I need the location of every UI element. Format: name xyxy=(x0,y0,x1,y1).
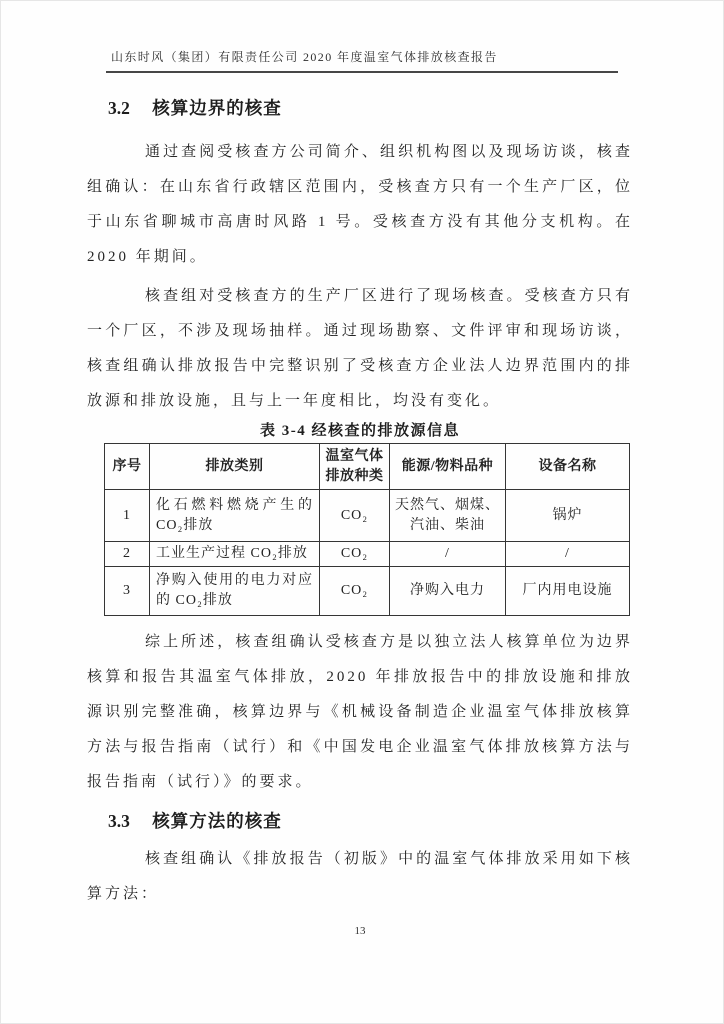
section-number: 3.3 xyxy=(108,811,130,831)
running-header xyxy=(106,48,618,73)
header-cell-index: 序号 xyxy=(105,444,150,490)
header-cell-equipment: 设备名称 xyxy=(506,444,630,490)
cell-index: 1 xyxy=(105,490,150,542)
section-title: 核算边界的核查 xyxy=(152,98,282,118)
cell-index: 3 xyxy=(105,567,150,616)
paragraph-method-intro: 核查组确认《排放报告（初版》中的温室气体排放采用如下核算方法： xyxy=(87,851,633,902)
section-heading-3-2 xyxy=(108,95,633,121)
header-cell-energy-material: 能源/物料品种 xyxy=(390,444,506,490)
cell-gas: CO₂ xyxy=(320,567,390,616)
cell-gas: CO₂ xyxy=(320,490,390,542)
page-content xyxy=(87,85,633,938)
section-number: 3.2 xyxy=(108,98,130,118)
cell-equipment: / xyxy=(506,542,630,567)
emission-source-table xyxy=(104,443,630,616)
cell-gas: CO₂ xyxy=(320,542,390,567)
cell-index: 2 xyxy=(105,542,150,567)
header-cell-category: 排放类别 xyxy=(150,444,320,490)
cell-category: 化石燃料燃烧产生的 CO₂排放 xyxy=(150,490,320,542)
cell-energy: 净购入电力 xyxy=(390,567,506,616)
cell-equipment: 厂内用电设施 xyxy=(506,567,630,616)
table-row xyxy=(105,542,630,567)
cell-category: 工业生产过程 CO₂排放 xyxy=(150,542,320,567)
running-header-text: 山东时风（集团）有限责任公司 2020 年度温室气体排放核查报告 xyxy=(111,50,498,64)
cell-energy: 天然气、烟煤、汽油、柴油 xyxy=(390,490,506,542)
section-title: 核算方法的核查 xyxy=(152,811,282,831)
cell-energy: / xyxy=(390,542,506,567)
cell-category: 净购入使用的电力对应的 CO₂排放 xyxy=(150,567,320,616)
table-caption: 表 3-4 经核查的排放源信息 xyxy=(260,423,460,439)
table-row xyxy=(105,490,630,542)
table-row xyxy=(105,567,630,616)
page-number: 13 xyxy=(354,925,366,937)
header-cell-gas-type: 温室气体排放种类 xyxy=(320,444,390,490)
paragraph-boundary-1: 通过查阅受核查方公司简介、组织机构图以及现场访谈，核查组确认：在山东省行政辖区范围内，受核查方只有一个生产厂区，位于山东省聊城市高唐时风路 1 号。受核查方没有其他分支机构。在 2020 年期间。 xyxy=(87,144,633,265)
paragraph-boundary-summary: 综上所述，核查组确认受核查方是以独立法人核算单位为边界核算和报告其温室气体排放，2020 年排放报告中的排放设施和排放源识别完整准确，核算边界与《机械设备制造企业温室气体排放核算方法与报告指南（试行）和《中国发电企业温室气体排放核算方法与报告指南（试行）》的要求。 xyxy=(87,634,633,790)
cell-equipment: 锅炉 xyxy=(506,490,630,542)
paragraph-boundary-2: 核查组对受核查方的生产厂区进行了现场核查。受核查方只有一个厂区，不涉及现场抽样。通过现场勘察、文件评审和现场访谈，核查组确认排放报告中完整识别了受核查方企业法人边界范围内的排放源和排放设施，且与上一年度相比，均没有变化。 xyxy=(87,288,633,409)
table-header-row xyxy=(105,444,630,490)
section-heading-3-3 xyxy=(108,808,633,834)
